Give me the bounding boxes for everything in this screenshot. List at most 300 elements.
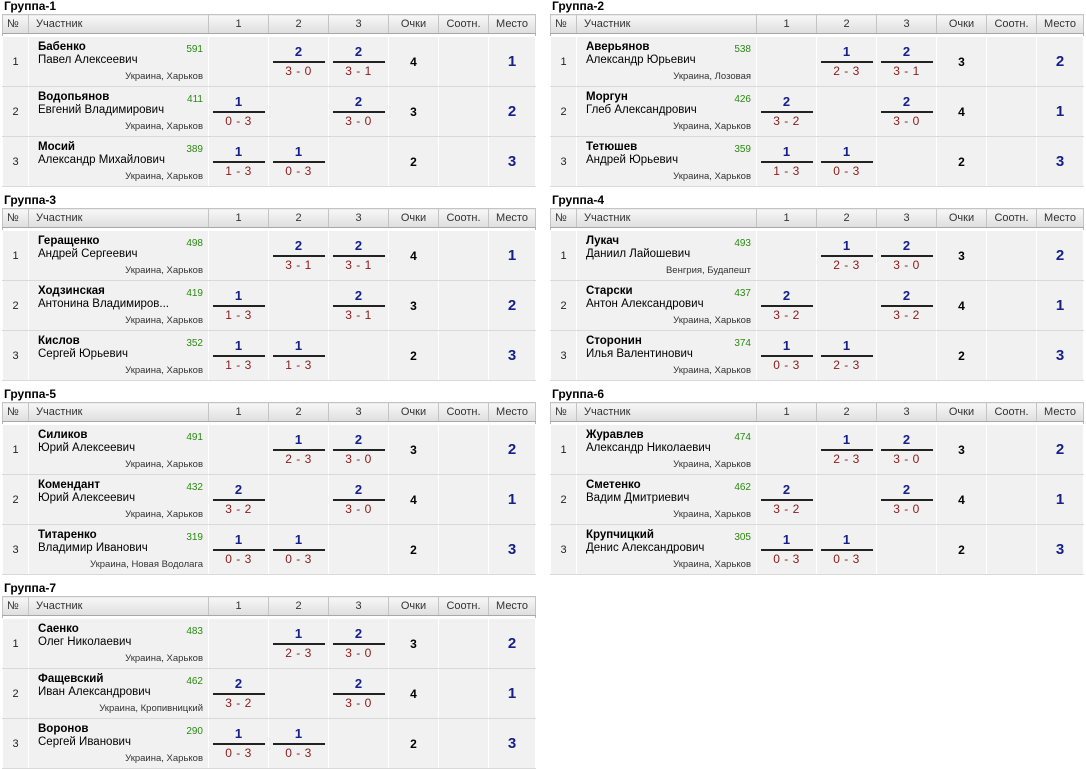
- group-table: [2, 208, 536, 381]
- match-result-cell[interactable]: [329, 281, 389, 331]
- match-result-cell[interactable]: [329, 475, 389, 525]
- player-location: Украина, Харьков: [125, 121, 203, 132]
- match-result[interactable]: [333, 239, 385, 273]
- row-number: 2: [3, 475, 29, 525]
- row-number: 2: [551, 87, 577, 137]
- final-place: 3: [1037, 525, 1084, 575]
- self-match-cell: [269, 281, 329, 331]
- match-result-cell[interactable]: [877, 87, 937, 137]
- row-number: 1: [3, 231, 29, 281]
- match-result-cell[interactable]: [209, 525, 269, 575]
- row-number: 1: [551, 231, 577, 281]
- player-cell[interactable]: [29, 669, 209, 719]
- self-match-cell: [329, 137, 389, 187]
- header-col-2[interactable]: 2: [269, 597, 329, 616]
- header-place[interactable]: Место: [489, 597, 536, 616]
- match-result[interactable]: [213, 677, 265, 711]
- player-last-name[interactable]: Моргун: [586, 91, 628, 103]
- match-result-cell[interactable]: [757, 87, 817, 137]
- final-place: 1: [1037, 475, 1084, 525]
- player-cell[interactable]: [577, 137, 757, 187]
- match-score: 2 - 3: [833, 257, 860, 272]
- self-match-cell: [329, 525, 389, 575]
- match-score: 0 - 3: [285, 745, 312, 760]
- player-rating: 493: [734, 238, 751, 249]
- match-result[interactable]: [333, 289, 385, 323]
- player-rating: 498: [186, 238, 203, 249]
- match-points: 2: [761, 289, 813, 307]
- final-place: 3: [489, 719, 536, 769]
- header-tiebreak[interactable]: Соотн.: [439, 15, 489, 34]
- header-col-3[interactable]: 3: [329, 403, 389, 422]
- match-result[interactable]: [881, 45, 933, 79]
- player-last-name[interactable]: Фащевский: [38, 673, 104, 685]
- header-points[interactable]: Очки: [389, 209, 439, 228]
- player-cell[interactable]: [577, 331, 757, 381]
- player-cell[interactable]: [29, 619, 209, 669]
- tiebreak-value: [439, 87, 489, 137]
- match-result[interactable]: [333, 95, 385, 129]
- match-result[interactable]: [821, 45, 873, 79]
- player-first-name: Юрий Алексеевич: [38, 442, 136, 454]
- match-points: 2: [881, 483, 933, 501]
- player-location: Украина, Лозовая: [673, 71, 751, 82]
- row-number: 2: [3, 669, 29, 719]
- match-result[interactable]: [881, 95, 933, 129]
- header-tiebreak[interactable]: Соотн.: [987, 403, 1037, 422]
- player-last-name[interactable]: Кислов: [38, 335, 80, 347]
- match-result[interactable]: [761, 145, 813, 179]
- match-points: 1: [213, 95, 265, 113]
- table-header-row: [551, 209, 1084, 228]
- header-col-3[interactable]: 3: [329, 209, 389, 228]
- match-result[interactable]: [213, 289, 265, 323]
- header-tiebreak[interactable]: Соотн.: [439, 403, 489, 422]
- match-result[interactable]: [821, 239, 873, 273]
- header-num[interactable]: №: [551, 403, 577, 422]
- header-num[interactable]: №: [3, 597, 29, 616]
- match-result-cell[interactable]: [817, 137, 877, 187]
- header-col-1[interactable]: 1: [757, 209, 817, 228]
- match-result[interactable]: [213, 95, 265, 129]
- header-tiebreak[interactable]: Соотн.: [439, 209, 489, 228]
- header-col-2[interactable]: 2: [269, 209, 329, 228]
- player-rating: 319: [186, 532, 203, 543]
- match-result[interactable]: [273, 239, 325, 273]
- match-result-cell[interactable]: [817, 525, 877, 575]
- header-points[interactable]: Очки: [389, 597, 439, 616]
- header-col-2[interactable]: 2: [269, 15, 329, 34]
- match-result[interactable]: [213, 533, 265, 567]
- header-num[interactable]: №: [551, 15, 577, 34]
- tiebreak-value: [987, 525, 1037, 575]
- match-result[interactable]: [761, 339, 813, 373]
- match-points: 2: [333, 433, 385, 451]
- player-cell[interactable]: [29, 37, 209, 87]
- group-block-1: [2, 0, 535, 187]
- player-last-name[interactable]: Геращенко: [38, 235, 100, 247]
- player-last-name[interactable]: Комендант: [38, 479, 101, 491]
- player-cell[interactable]: [577, 425, 757, 475]
- match-result-cell[interactable]: [817, 231, 877, 281]
- match-result-cell[interactable]: [757, 331, 817, 381]
- header-col-1[interactable]: 1: [209, 15, 269, 34]
- match-result[interactable]: [333, 433, 385, 467]
- match-score: 0 - 3: [773, 551, 800, 566]
- player-last-name[interactable]: Силиков: [38, 429, 88, 441]
- player-last-name[interactable]: Мосий: [38, 141, 75, 153]
- header-player[interactable]: Участник: [29, 403, 209, 422]
- row-number: 1: [551, 37, 577, 87]
- match-score: 1 - 3: [285, 357, 312, 372]
- header-col-3[interactable]: 3: [329, 597, 389, 616]
- player-cell[interactable]: [577, 87, 757, 137]
- header-num[interactable]: №: [3, 209, 29, 228]
- match-score: 3 - 0: [285, 63, 312, 78]
- player-first-name: Даниил Лайошевич: [586, 248, 691, 260]
- header-place[interactable]: Место: [1037, 209, 1084, 228]
- match-result[interactable]: [761, 95, 813, 129]
- row-number: 3: [551, 331, 577, 381]
- table-row: [551, 425, 1084, 475]
- match-points: 1: [273, 627, 325, 645]
- match-result[interactable]: [333, 45, 385, 79]
- group-block-6: [550, 388, 1083, 575]
- match-result-cell[interactable]: [817, 331, 877, 381]
- player-first-name: Иван Александрович: [38, 686, 151, 698]
- player-last-name[interactable]: Сторонин: [586, 335, 642, 347]
- match-score: 0 - 3: [285, 163, 312, 178]
- header-col-1[interactable]: 1: [209, 403, 269, 422]
- header-col-3[interactable]: 3: [877, 15, 937, 34]
- tiebreak-value: [439, 281, 489, 331]
- match-score: 2 - 3: [833, 451, 860, 466]
- player-first-name: Андрей Юрьевич: [586, 154, 679, 166]
- player-rating: 352: [186, 338, 203, 349]
- match-result[interactable]: [821, 339, 873, 373]
- header-points[interactable]: Очки: [937, 209, 987, 228]
- match-result[interactable]: [273, 727, 325, 761]
- table-header-row: [3, 597, 536, 616]
- header-col-1[interactable]: 1: [209, 597, 269, 616]
- player-cell[interactable]: [577, 37, 757, 87]
- row-number: 1: [3, 425, 29, 475]
- match-result-cell[interactable]: [329, 231, 389, 281]
- match-result-cell[interactable]: [329, 37, 389, 87]
- player-first-name: Илья Валентинович: [586, 348, 693, 360]
- player-cell[interactable]: [577, 231, 757, 281]
- player-rating: 538: [734, 44, 751, 55]
- header-player[interactable]: Участник: [29, 597, 209, 616]
- match-score: 0 - 3: [285, 551, 312, 566]
- player-first-name: Юрий Алексеевич: [38, 492, 136, 504]
- match-result-cell[interactable]: [757, 281, 817, 331]
- header-place[interactable]: Место: [1037, 403, 1084, 422]
- row-number: 2: [3, 87, 29, 137]
- header-tiebreak[interactable]: Соотн.: [987, 15, 1037, 34]
- match-score: 3 - 0: [893, 113, 920, 128]
- final-place: 2: [489, 87, 536, 137]
- match-result[interactable]: [881, 289, 933, 323]
- header-points[interactable]: Очки: [937, 15, 987, 34]
- player-last-name[interactable]: Крупчицкий: [586, 529, 654, 541]
- final-place: 2: [489, 425, 536, 475]
- total-points: 2: [389, 331, 439, 381]
- match-result-cell[interactable]: [329, 669, 389, 719]
- match-score: 3 - 1: [345, 63, 372, 78]
- match-result-cell[interactable]: [329, 425, 389, 475]
- player-first-name: Антонина Владимиров...: [38, 298, 169, 310]
- match-score: 0 - 3: [225, 551, 252, 566]
- player-last-name[interactable]: Тетюшев: [586, 141, 638, 153]
- header-place[interactable]: Место: [1037, 15, 1084, 34]
- player-last-name[interactable]: Воронов: [38, 723, 89, 735]
- player-location: Украина, Харьков: [673, 121, 751, 132]
- player-cell[interactable]: [29, 475, 209, 525]
- match-result-cell[interactable]: [877, 475, 937, 525]
- player-cell[interactable]: [29, 231, 209, 281]
- final-place: 1: [489, 231, 536, 281]
- match-result-cell[interactable]: [209, 669, 269, 719]
- match-points: 1: [273, 339, 325, 357]
- match-result-cell[interactable]: [209, 137, 269, 187]
- match-result-cell[interactable]: [269, 231, 329, 281]
- player-cell[interactable]: [29, 87, 209, 137]
- player-cell[interactable]: [29, 137, 209, 187]
- player-cell[interactable]: [577, 475, 757, 525]
- table-row: [3, 331, 536, 381]
- total-points: 4: [389, 475, 439, 525]
- player-last-name[interactable]: Водопьянов: [38, 91, 110, 103]
- match-result-cell[interactable]: [757, 475, 817, 525]
- header-player[interactable]: Участник: [577, 15, 757, 34]
- group-table: [550, 14, 1084, 187]
- match-result[interactable]: [273, 627, 325, 661]
- match-result[interactable]: [273, 533, 325, 567]
- table-row: [551, 137, 1084, 187]
- header-tiebreak[interactable]: Соотн.: [439, 597, 489, 616]
- match-result-cell[interactable]: [877, 281, 937, 331]
- header-col-3[interactable]: 3: [329, 15, 389, 34]
- header-points[interactable]: Очки: [389, 15, 439, 34]
- match-points: 2: [213, 677, 265, 695]
- match-result[interactable]: [881, 433, 933, 467]
- player-cell[interactable]: [29, 281, 209, 331]
- player-location: Венгрия, Будапешт: [665, 265, 751, 276]
- match-result-cell[interactable]: [329, 619, 389, 669]
- match-score: 3 - 2: [773, 307, 800, 322]
- header-num[interactable]: №: [3, 15, 29, 34]
- match-result-cell[interactable]: [269, 137, 329, 187]
- self-match-cell: [209, 619, 269, 669]
- match-result-cell[interactable]: [269, 525, 329, 575]
- match-result-cell[interactable]: [209, 87, 269, 137]
- match-result-cell[interactable]: [757, 137, 817, 187]
- self-match-cell: [329, 719, 389, 769]
- match-score: 3 - 0: [345, 695, 372, 710]
- match-result-cell[interactable]: [269, 619, 329, 669]
- header-col-3[interactable]: 3: [877, 403, 937, 422]
- match-result[interactable]: [333, 627, 385, 661]
- match-result-cell[interactable]: [209, 475, 269, 525]
- header-player[interactable]: Участник: [29, 15, 209, 34]
- match-score: 3 - 2: [225, 501, 252, 516]
- player-last-name[interactable]: Саенко: [38, 623, 79, 635]
- header-col-1[interactable]: 1: [757, 403, 817, 422]
- row-number: 3: [551, 137, 577, 187]
- match-points: 1: [761, 339, 813, 357]
- match-result[interactable]: [761, 289, 813, 323]
- match-result[interactable]: [273, 433, 325, 467]
- header-points[interactable]: Очки: [389, 403, 439, 422]
- player-cell[interactable]: [29, 525, 209, 575]
- match-result-cell[interactable]: [209, 719, 269, 769]
- player-rating: 374: [734, 338, 751, 349]
- match-result[interactable]: [213, 483, 265, 517]
- match-result[interactable]: [333, 677, 385, 711]
- match-result-cell[interactable]: [877, 231, 937, 281]
- header-col-3[interactable]: 3: [877, 209, 937, 228]
- match-result-cell[interactable]: [817, 425, 877, 475]
- table-row: [551, 331, 1084, 381]
- match-result-cell[interactable]: [269, 331, 329, 381]
- header-col-2[interactable]: 2: [817, 403, 877, 422]
- header-tiebreak[interactable]: Соотн.: [987, 209, 1037, 228]
- group-title: Группа-7: [4, 581, 57, 595]
- player-first-name: Сергей Иванович: [38, 736, 131, 748]
- player-last-name[interactable]: Бабенко: [38, 41, 86, 53]
- header-place[interactable]: Место: [489, 15, 536, 34]
- match-result-cell[interactable]: [877, 37, 937, 87]
- match-result-cell[interactable]: [269, 425, 329, 475]
- match-result[interactable]: [213, 727, 265, 761]
- player-first-name: Денис Александрович: [586, 542, 705, 554]
- header-col-1[interactable]: 1: [209, 209, 269, 228]
- match-result[interactable]: [821, 533, 873, 567]
- header-col-2[interactable]: 2: [817, 209, 877, 228]
- match-result-cell[interactable]: [269, 719, 329, 769]
- player-last-name[interactable]: Журавлев: [586, 429, 644, 441]
- player-cell[interactable]: [577, 525, 757, 575]
- match-score: 3 - 1: [345, 307, 372, 322]
- player-cell[interactable]: [577, 281, 757, 331]
- match-score: 3 - 2: [773, 501, 800, 516]
- self-match-cell: [757, 37, 817, 87]
- match-score: 3 - 2: [893, 307, 920, 322]
- match-result-cell[interactable]: [877, 425, 937, 475]
- match-score: 3 - 0: [893, 451, 920, 466]
- match-score: 2 - 3: [833, 357, 860, 372]
- final-place: 2: [1037, 37, 1084, 87]
- match-result[interactable]: [273, 145, 325, 179]
- match-result[interactable]: [213, 339, 265, 373]
- match-result[interactable]: [881, 239, 933, 273]
- match-score: 1 - 3: [225, 357, 252, 372]
- header-num[interactable]: №: [551, 209, 577, 228]
- table-header-row: [551, 15, 1084, 34]
- header-col-2[interactable]: 2: [269, 403, 329, 422]
- header-place[interactable]: Место: [489, 209, 536, 228]
- match-points: 1: [821, 145, 873, 163]
- match-result[interactable]: [761, 533, 813, 567]
- match-score: 1 - 3: [225, 163, 252, 178]
- match-result[interactable]: [333, 483, 385, 517]
- table-header-row: [3, 403, 536, 422]
- table-row: [3, 37, 536, 87]
- total-points: 3: [389, 281, 439, 331]
- header-num[interactable]: №: [3, 403, 29, 422]
- match-result[interactable]: [273, 339, 325, 373]
- final-place: 3: [489, 525, 536, 575]
- header-player[interactable]: Участник: [577, 209, 757, 228]
- match-points: 1: [213, 289, 265, 307]
- player-location: Украина, Харьков: [125, 509, 203, 520]
- header-col-1[interactable]: 1: [757, 15, 817, 34]
- group-table: [550, 402, 1084, 575]
- match-result-cell[interactable]: [329, 87, 389, 137]
- header-points[interactable]: Очки: [937, 403, 987, 422]
- match-result[interactable]: [881, 483, 933, 517]
- player-last-name[interactable]: Аверьянов: [586, 41, 650, 53]
- match-score: 3 - 2: [773, 113, 800, 128]
- player-rating: 419: [186, 288, 203, 299]
- match-result-cell[interactable]: [817, 37, 877, 87]
- final-place: 2: [489, 619, 536, 669]
- player-cell[interactable]: [29, 719, 209, 769]
- tiebreak-value: [439, 137, 489, 187]
- match-result[interactable]: [273, 45, 325, 79]
- tiebreak-value: [439, 525, 489, 575]
- player-location: Украина, Харьков: [125, 365, 203, 376]
- header-player[interactable]: Участник: [577, 403, 757, 422]
- player-last-name[interactable]: Старски: [586, 285, 633, 297]
- tiebreak-value: [987, 475, 1037, 525]
- header-col-2[interactable]: 2: [817, 15, 877, 34]
- tiebreak-value: [987, 331, 1037, 381]
- player-first-name: Андрей Сергеевич: [38, 248, 138, 260]
- match-result[interactable]: [213, 145, 265, 179]
- match-result-cell[interactable]: [209, 331, 269, 381]
- match-result-cell[interactable]: [269, 37, 329, 87]
- player-last-name[interactable]: Ходзинская: [38, 285, 105, 297]
- self-match-cell: [817, 87, 877, 137]
- self-match-cell: [269, 669, 329, 719]
- table-row: [551, 525, 1084, 575]
- match-score: 2 - 3: [285, 645, 312, 660]
- match-score: 2 - 3: [285, 451, 312, 466]
- match-score: 3 - 0: [893, 501, 920, 516]
- match-score: 3 - 0: [345, 113, 372, 128]
- header-place[interactable]: Место: [489, 403, 536, 422]
- match-result[interactable]: [821, 433, 873, 467]
- player-cell[interactable]: [29, 331, 209, 381]
- player-last-name[interactable]: Лукач: [586, 235, 620, 247]
- final-place: 3: [489, 331, 536, 381]
- match-points: 1: [213, 727, 265, 745]
- player-last-name[interactable]: Титаренко: [38, 529, 97, 541]
- match-result[interactable]: [761, 483, 813, 517]
- player-cell[interactable]: [29, 425, 209, 475]
- group-block-5: [2, 388, 535, 575]
- header-player[interactable]: Участник: [29, 209, 209, 228]
- player-last-name[interactable]: Сметенко: [586, 479, 641, 491]
- match-result-cell[interactable]: [209, 281, 269, 331]
- final-place: 1: [489, 37, 536, 87]
- match-result[interactable]: [821, 145, 873, 179]
- match-result-cell[interactable]: [757, 525, 817, 575]
- player-rating: 462: [186, 676, 203, 687]
- final-place: 2: [489, 281, 536, 331]
